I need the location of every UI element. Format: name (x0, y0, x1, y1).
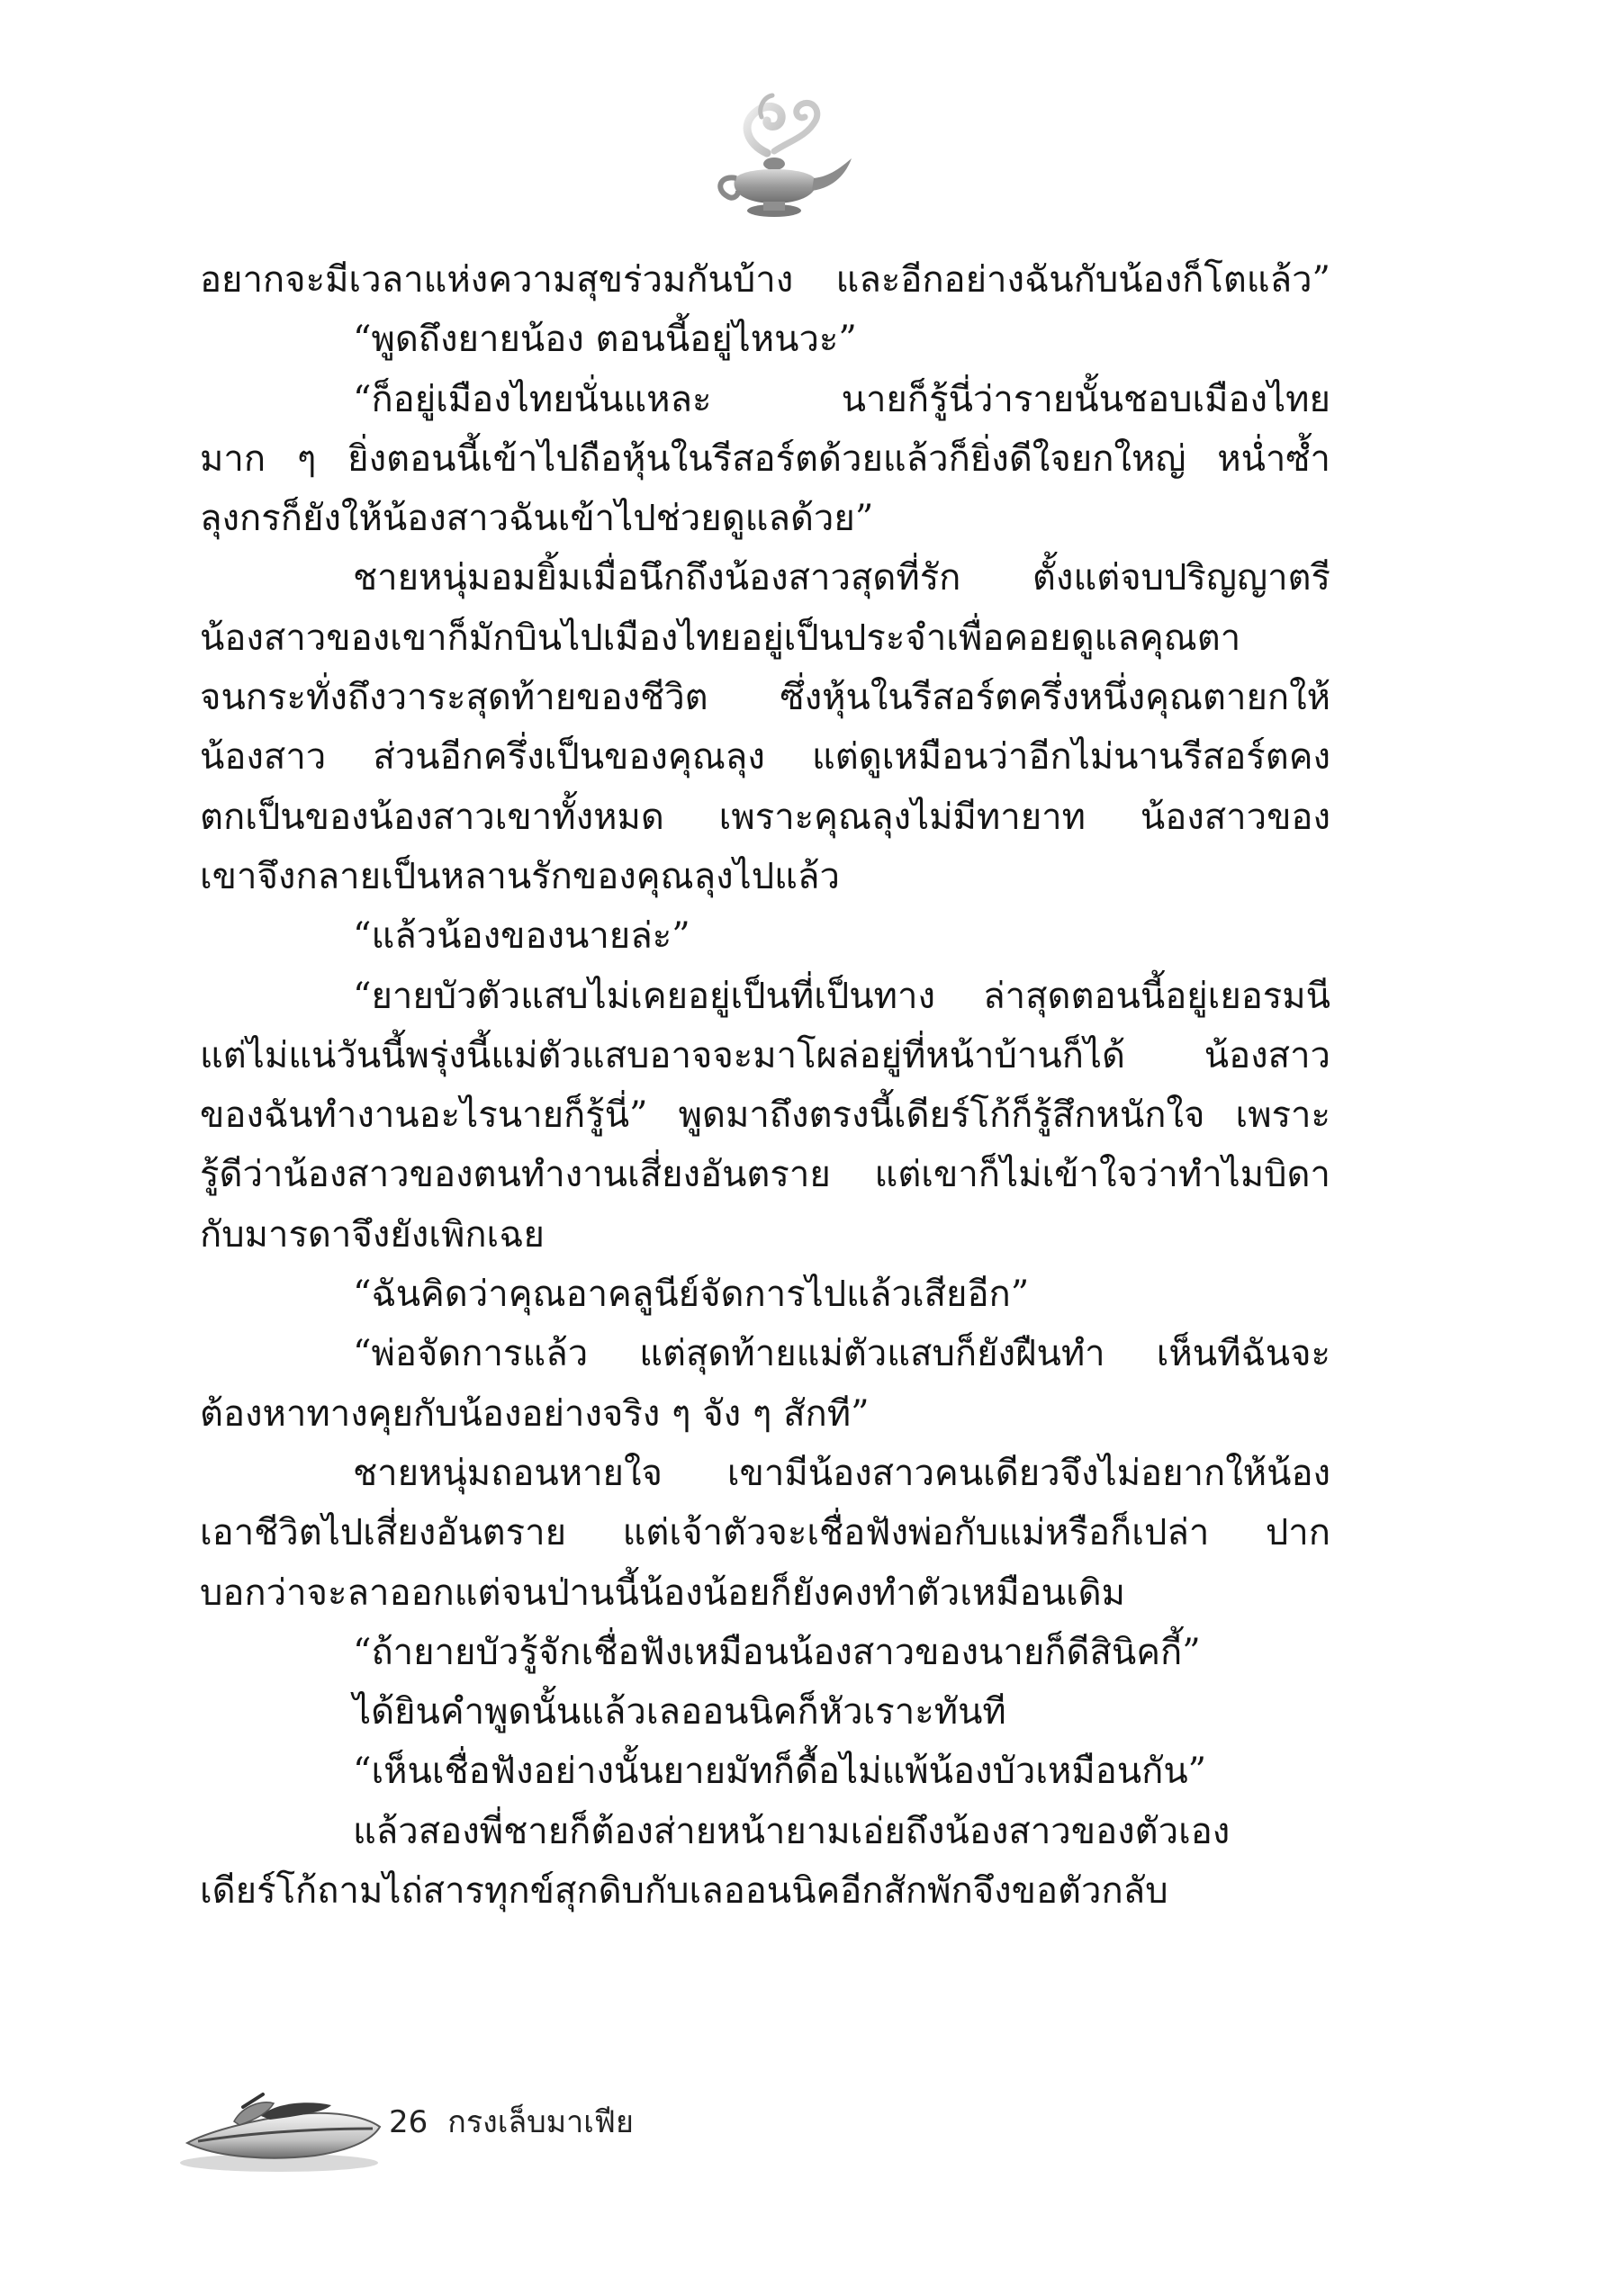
footer-caption (389, 2097, 654, 2146)
text-line: “แล้วน้องของนายล่ะ” (353, 915, 690, 958)
jet-ski-icon (180, 2057, 387, 2183)
text-line: อยากจะมีเวลาแห่งความสุขร่วมกันบ้าง และอีกอย่างฉันกับน้องก็โตแล้ว” (200, 259, 1330, 301)
text-line: บอกว่าจะลาออกแต่จนป่านนี้น้องน้อยก็ยังคงทำตัวเหมือนเดิม (200, 1571, 1126, 1614)
text-line: ได้ยินคำพูดนั้นแล้วเลออนนิคก็หัวเราะทันที (353, 1691, 1006, 1733)
text-line: เขาจึงกลายเป็นหลานรักของคุณลุงไปแล้ว (200, 855, 840, 897)
text-line: น้องสาวของเขาก็มักบินไปเมืองไทยอยู่เป็นประจำเพื่อคอยดูแลคุณตา (200, 617, 1241, 659)
text-line: “ฉันคิดว่าคุณอาคลูนีย์จัดการไปแล้วเสียอีก” (353, 1274, 1030, 1316)
text-line: “ยายบัวตัวแสบไม่เคยอยู่เป็นที่เป็นทาง ล่าสุดตอนนี้อยู่เยอรมนี (353, 975, 1330, 1017)
text-line: ตกเป็นของน้องสาวเขาทั้งหมด เพราะคุณลุงไม่มีทายาท น้องสาวของ (200, 796, 1330, 838)
text-line: เอาชีวิตไปเสี่ยงอันตราย แต่เจ้าตัวจะเชื่อฟังพ่อกับแม่หรือก็เปล่า ปาก (200, 1512, 1330, 1554)
text-line: ต้องหาทางคุยกับน้องอย่างจริง ๆ จัง ๆ สักที” (200, 1392, 870, 1435)
text-line: “เห็นเชื่อฟังอย่างนั้นยายมัทก็ดื้อไม่แพ้น้องบัวเหมือนกัน” (353, 1751, 1207, 1793)
text-line: ชายหนุ่มถอนหายใจ เขามีน้องสาวคนเดียวจึงไม่อยากให้น้อง (353, 1452, 1330, 1494)
text-line: ชายหนุ่มอมยิ้มเมื่อนึกถึงน้องสาวสุดที่รัก ตั้งแต่จบปริญญาตรี (353, 557, 1330, 599)
text-line: “พ่อจัดการแล้ว แต่สุดท้ายแม่ตัวแสบก็ยังฝืนทำ เห็นทีฉันจะ (353, 1333, 1330, 1375)
text-line: เดียร์โก้ถามไถ่สารทุกข์สุกดิบกับเลออนนิคอีกสักพักจึงขอตัวกลับ (200, 1870, 1168, 1913)
page-footer (180, 2057, 810, 2183)
text-line: กับมารดาจึงยังเพิกเฉย (200, 1213, 545, 1256)
book-title: กรงเล็บมาเฟีย (447, 2104, 634, 2140)
text-line: “พูดถึงยายน้อง ตอนนี้อยู่ไหนวะ” (353, 319, 857, 361)
text-line: จนกระทั่งถึงวาระสุดท้ายของชีวิต ซึ่งหุ้นในรีสอร์ตครึ่งหนึ่งคุณตายกให้ (200, 677, 1330, 719)
text-line: ของฉันทำงานอะไรนายก็รู้นี่” พูดมาถึงตรงนี้เดียร์โก้ก็รู้สึกหนักใจ เพราะ (200, 1094, 1330, 1137)
text-line: แล้วสองพี่ชายก็ต้องส่ายหน้ายามเอ่ยถึงน้องสาวของตัวเอง (353, 1810, 1231, 1852)
text-line: รู้ดีว่าน้องสาวของตนทำงานเสี่ยงอันตราย แต่เขาก็ไม่เข้าใจว่าทำไมบิดา (200, 1154, 1330, 1196)
body-text (200, 250, 1330, 1921)
text-line: “ถ้ายายบัวรู้จักเชื่อฟังเหมือนน้องสาวของนายก็ดีสินิคกี้” (353, 1631, 1201, 1673)
text-line: ลุงกรก็ยังให้น้องสาวฉันเข้าไปช่วยดูแลด้วย” (200, 498, 874, 540)
genie-lamp-icon (684, 90, 864, 234)
text-line: มาก ๆ ยิ่งตอนนี้เข้าไปถือหุ้นในรีสอร์ตด้วยแล้วก็ยิ่งดีใจยกใหญ่ หน่ำซ้ำ (200, 437, 1330, 480)
text-line: แต่ไม่แน่วันนี้พรุ่งนี้แม่ตัวแสบอาจจะมาโผล่อยู่ที่หน้าบ้านก็ได้ น้องสาว (200, 1034, 1330, 1076)
text-line: น้องสาว ส่วนอีกครึ่งเป็นของคุณลุง แต่ดูเหมือนว่าอีกไม่นานรีสอร์ตคง (200, 736, 1330, 779)
text-line: “ก็อยู่เมืองไทยนั่นแหละ นายก็รู้นี่ว่ารายนั้นชอบเมืองไทย (353, 378, 1330, 420)
page-number: 26 (389, 2104, 428, 2140)
